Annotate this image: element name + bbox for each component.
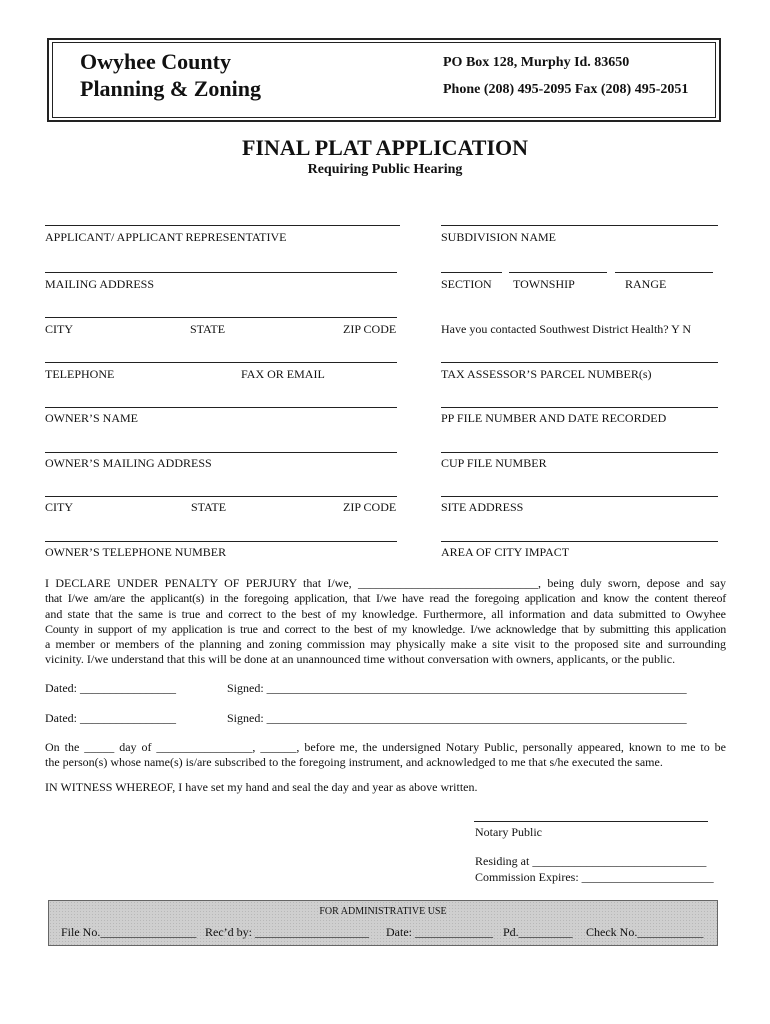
pp-file-label: PP FILE NUMBER AND DATE RECORDED [441,411,667,425]
admin-date[interactable]: Date: _____________ [386,925,493,939]
signed-field-2[interactable]: Signed: ______________________________________________________________________ [227,711,687,725]
site-address-field[interactable] [441,496,718,497]
admin-paid[interactable]: Pd._________ [503,925,573,939]
org-address: PO Box 128, Murphy Id. 83650 [443,55,630,70]
owner-mailing-field[interactable] [45,452,397,453]
declaration-line: I DECLARE UNDER PENALTY OF PERJURY that I/we, ______________________________, being duly sworn, depose and say [45,576,726,590]
org-phone-fax: Phone (208) 495-2095 Fax (208) 495-2051 [443,82,689,97]
fax-email-label: FAX OR EMAIL [241,367,325,381]
notary-public-label: Notary Public [475,825,542,839]
mailing-address-field[interactable] [45,272,397,273]
form-subtitle: Requiring Public Hearing [307,162,463,177]
commission-expires-field[interactable]: Commission Expires: ______________________ [475,870,714,884]
telephone-field[interactable] [45,362,397,363]
declaration-line: vicinity. I/we understand that this will be done at an unannounced time without conversation with owners, applicants, or the public. [45,652,676,667]
declaration-paragraph [45,576,726,668]
declaration-line: and state that the same is true and correct to the best of my knowledge. Furthermore, all information and data submitted to Owyhee [45,606,726,621]
owner-zip-label: ZIP CODE [343,500,397,514]
section-field[interactable] [441,272,502,273]
owner-mailing-label: OWNER’S MAILING ADDRESS [45,456,212,470]
pp-file-field[interactable] [441,407,718,408]
cup-file-label: CUP FILE NUMBER [441,456,547,470]
admin-recd-by[interactable]: Rec’d by: ___________________ [205,925,369,939]
admin-check-no[interactable]: Check No.___________ [586,925,704,939]
subdivision-name-label: SUBDIVISION NAME [441,230,557,244]
owner-state-label: STATE [191,500,227,514]
zip-code-label: ZIP CODE [343,322,397,336]
dated-field-1[interactable]: Dated: ________________ [45,681,176,695]
declaration-line: County in support of my application is true and correct to the best of my knowledge. I/we acknowledge that by submitting this application [45,621,726,636]
range-field[interactable] [615,272,713,273]
notary-line: On the _____ day of ________________, ______, before me, the undersigned Notary Public, personally appeared, known to me to be [45,740,726,754]
mailing-address-label: MAILING ADDRESS [45,277,155,291]
subdivision-name-field[interactable] [441,225,718,226]
city-field[interactable] [45,317,397,318]
notary-line: the person(s) whose name(s) is/are subscribed to the foregoing instrument, and acknowledged to me that s/he executed the same. [45,755,663,770]
org-name-line2: Planning & Zoning [80,76,261,101]
range-label: RANGE [625,277,667,291]
admin-use-title: FOR ADMINISTRATIVE USE [319,906,447,917]
notary-signature-field[interactable] [474,821,708,822]
residing-at-field[interactable]: Residing at _____________________________ [475,854,707,868]
owner-name-field[interactable] [45,407,397,408]
declaration-line: that I/we am/are the applicant(s) in the foregoing application, that I/we have read the foregoing application and know the content thereof [45,591,726,606]
area-of-impact-field[interactable] [441,541,718,542]
witness-statement: IN WITNESS WHEREOF, I have set my hand and seal the day and year as above written. [45,780,478,794]
township-field[interactable] [509,272,607,273]
admin-use-box [48,900,718,946]
area-of-impact-label: AREA OF CITY IMPACT [441,545,570,559]
signed-field-1[interactable]: Signed: ______________________________________________________________________ [227,681,687,695]
form-title: FINAL PLAT APPLICATION [241,135,529,160]
owner-city-label: CITY [45,500,73,514]
health-district-question: Have you contacted Southwest District Health? Y N [441,322,692,336]
admin-file-no[interactable]: File No.________________ [61,925,197,939]
telephone-label: TELEPHONE [45,367,115,381]
state-label: STATE [190,322,226,336]
org-name-line1: Owyhee County [80,49,231,74]
parcel-number-label: TAX ASSESSOR’S PARCEL NUMBER(s) [441,367,652,381]
owner-telephone-field[interactable] [45,541,397,542]
section-label: SECTION [441,277,492,291]
applicant-label: APPLICANT/ APPLICANT REPRESENTATIVE [45,230,287,244]
applicant-field[interactable] [45,225,400,226]
owner-telephone-label: OWNER’S TELEPHONE NUMBER [45,545,227,559]
township-label: TOWNSHIP [513,277,575,291]
notary-paragraph [45,740,726,771]
city-label: CITY [45,322,73,336]
dated-field-2[interactable]: Dated: ________________ [45,711,176,725]
cup-file-field[interactable] [441,452,718,453]
owner-city-field[interactable] [45,496,397,497]
site-address-label: SITE ADDRESS [441,500,524,514]
owner-name-label: OWNER’S NAME [45,411,138,425]
parcel-number-field[interactable] [441,362,718,363]
declaration-line: a member or members of the planning and zoning commission may physically make a site visit to the proposed site and surrounding [45,637,726,652]
